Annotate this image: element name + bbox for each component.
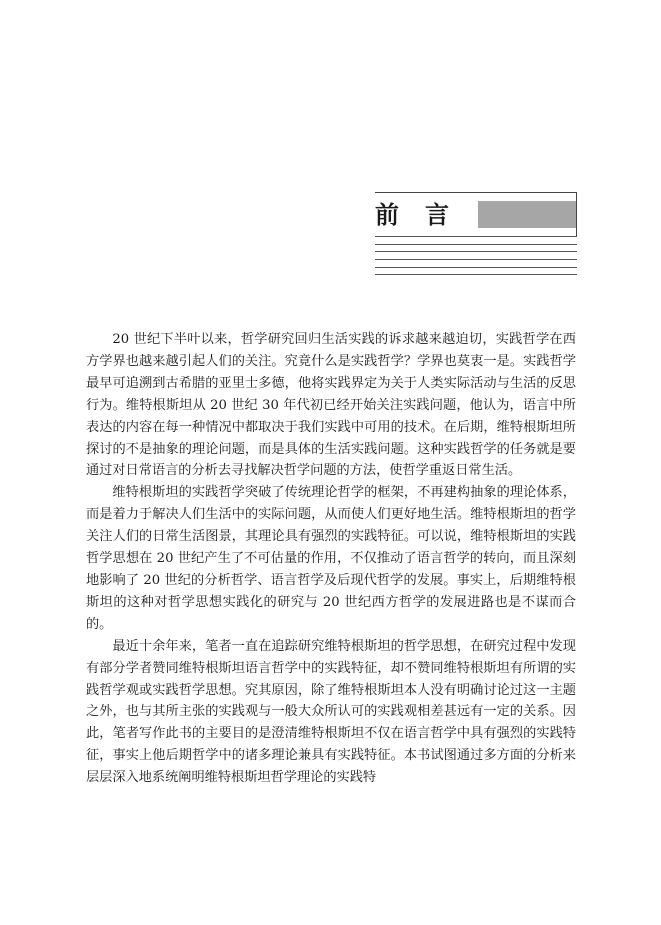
heading-top-rule xyxy=(375,192,577,193)
heading-rule xyxy=(375,236,577,237)
chapter-title: 前言 xyxy=(375,200,475,229)
chapter-heading-block xyxy=(375,192,577,278)
heading-gray-bar xyxy=(478,201,576,228)
heading-rule xyxy=(375,251,577,252)
heading-rule xyxy=(375,274,577,275)
paragraph: 20 世纪下半叶以来，哲学研究回归生活实践的诉求越来越迫切，实践哲学在西方学界也越来越引起人们的关注。究竟什么是实践哲学？学界也莫衷一是。实践哲学最早可追溯到古希腊的亚里士多德，他将实践界定为关于人类实际活动与生活的反思行为。维特根斯坦从 20 世纪 30 年代初已经开始关注实践问题，他认为，语言中所表达的内容在每一种情况中都取决于我们实践中可用的技术。在后期，维特根斯坦所探讨的不是抽象的理论问题，而是具体的生活实践问题。这种实践哲学的任务就是要通过对日常语言的分析去寻找解决哲学问题的方法，使哲学重返日常生活。 xyxy=(86,332,576,479)
heading-rule xyxy=(375,267,577,268)
paragraph: 最近十余年来，笔者一直在追踪研究维特根斯坦的哲学思想，在研究过程中发现有部分学者赞同维特根斯坦语言哲学中的实践特征，却不赞同维特根斯坦有所谓的实践哲学观或实践哲学思想。究其原因，除了维特根斯坦本人没有明确讨论过这一主题之外，也与其所主张的实践观与一般大众所认可的实践观相差甚远有一定的关系。因此，笔者写作此书的主要目的是澄清维特根斯坦不仅在语言哲学中具有强烈的实践特征，事实上他后期哲学中的诸多理论兼具有实践特征。本书试图通过多方面的分析来层层深入地系统阐明维特根斯坦哲学理论的实践特 xyxy=(86,638,576,786)
paragraph: 维特根斯坦的实践哲学突破了传统理论哲学的框架，不再建构抽象的理论体系，而是着力于解决人们生活中的实际问题，从而使人们更好地生活。维特根斯坦的哲学关注人们的日常生活图景，其理论具有强烈的实践特征。可以说，维特根斯坦的实践哲学思想在 20 世纪产生了不可估量的作用，不仅推动了语言哲学的转向，而且深刻地影响了 20 世纪的分析哲学、语言哲学及后现代哲学的发展。事实上，后期维特根斯坦的这种对哲学思想实践化的研究与 20 世纪西方哲学的发展进路也是不谋而合的。 xyxy=(86,485,576,632)
preface-body xyxy=(86,329,576,789)
heading-side-rule xyxy=(576,192,577,236)
heading-rule xyxy=(375,259,577,260)
heading-rule xyxy=(375,244,577,245)
